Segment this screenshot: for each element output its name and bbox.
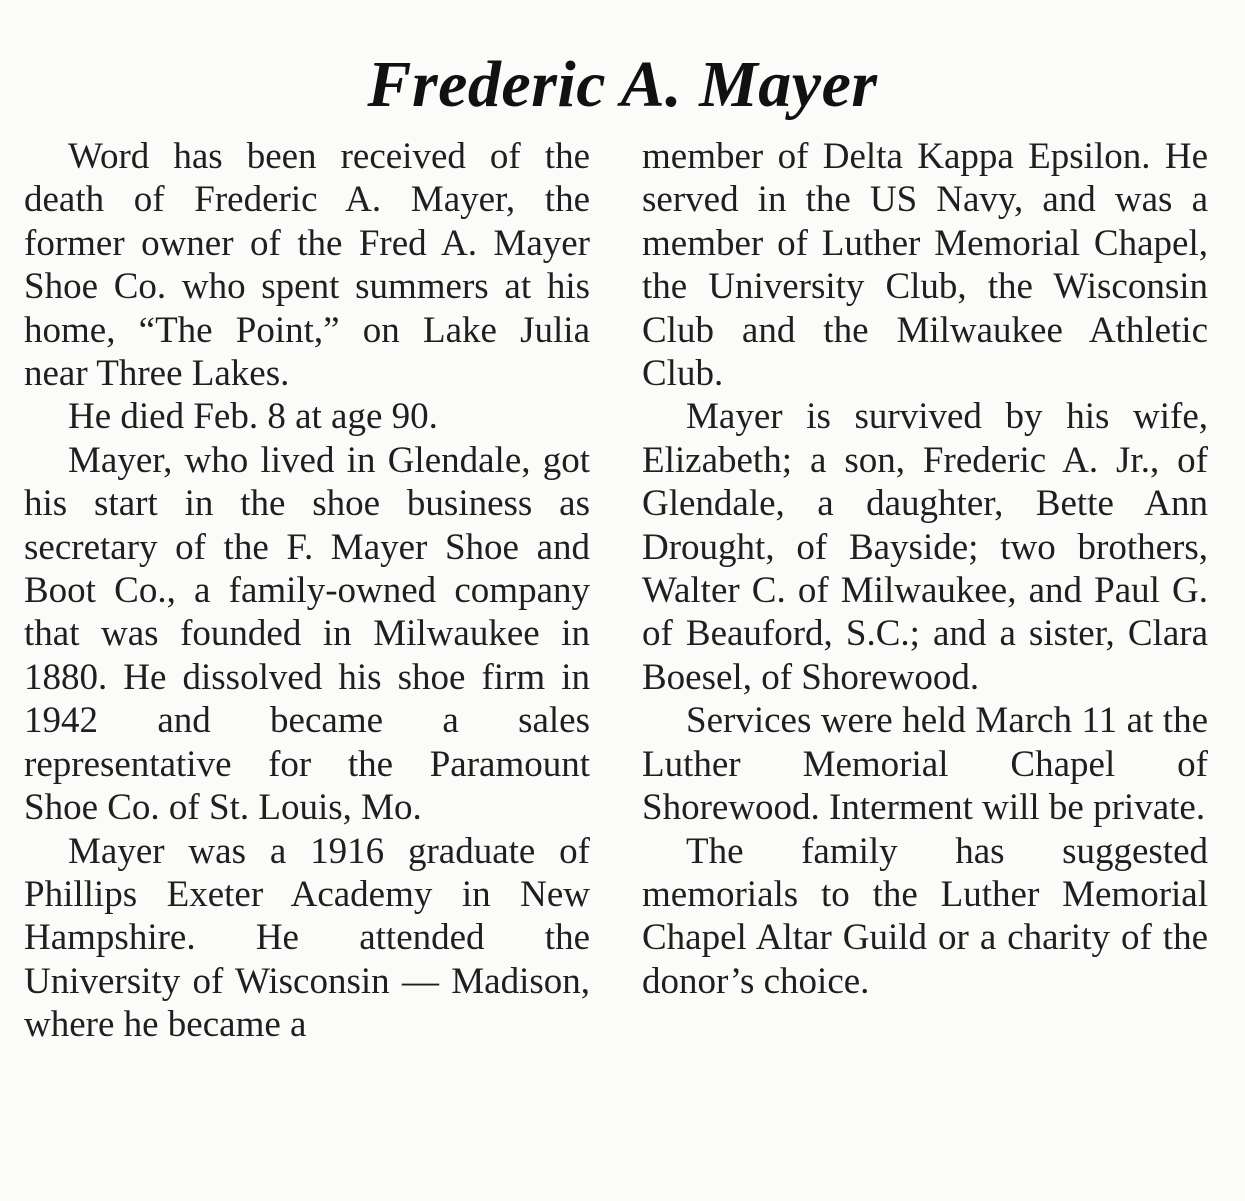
right-column	[642, 135, 1208, 1003]
paragraph: The family has suggested memorials to the Luther Memorial Chapel Altar Guild or a charity of the donor’s choice.	[642, 830, 1208, 1002]
paragraph: Mayer is survived by his wife, Elizabeth; a son, Frederic A. Jr., of Glendale, a daughter, Bette Ann Drought, of Bayside; two brothers, Walter C. of Milwaukee, and Paul G. of Beauford, S.C.; and a sister, Clara Boesel, of Shorewood.	[642, 396, 1208, 698]
headline: Frederic A. Mayer	[367, 48, 878, 121]
paragraph: Mayer, who lived in Glendale, got his start in the shoe business as secretary of the F. Mayer Shoe and Boot Co., a family-owned company that was founded in Milwaukee in 1880. He dissolved his shoe firm in 1942 and became a sales representative for the Paramount Shoe Co. of St. Louis, Mo.	[24, 439, 590, 829]
paragraph-continued: member of Delta Kappa Epsilon. He served in the US Navy, and was a member of Luther Memorial Chapel, the University Club, the Wisconsin Club and the Milwaukee Athletic Club.	[642, 136, 1208, 395]
paragraph: He died Feb. 8 at age 90.	[68, 396, 438, 438]
paragraph: Mayer was a 1916 graduate of Phillips Exeter Academy in New Hampshire. He attended the University of Wisconsin — Madison, where he became a	[24, 830, 590, 1046]
left-column	[24, 135, 590, 1047]
paragraph: Services were held March 11 at the Luther Memorial Chapel of Shorewood. Interment will be private.	[642, 700, 1208, 829]
paragraph: Word has been received of the death of Frederic A. Mayer, the former owner of the Fred A. Mayer Shoe Co. who spent summers at his home, “The Point,” on Lake Julia near Three Lakes.	[24, 136, 590, 395]
